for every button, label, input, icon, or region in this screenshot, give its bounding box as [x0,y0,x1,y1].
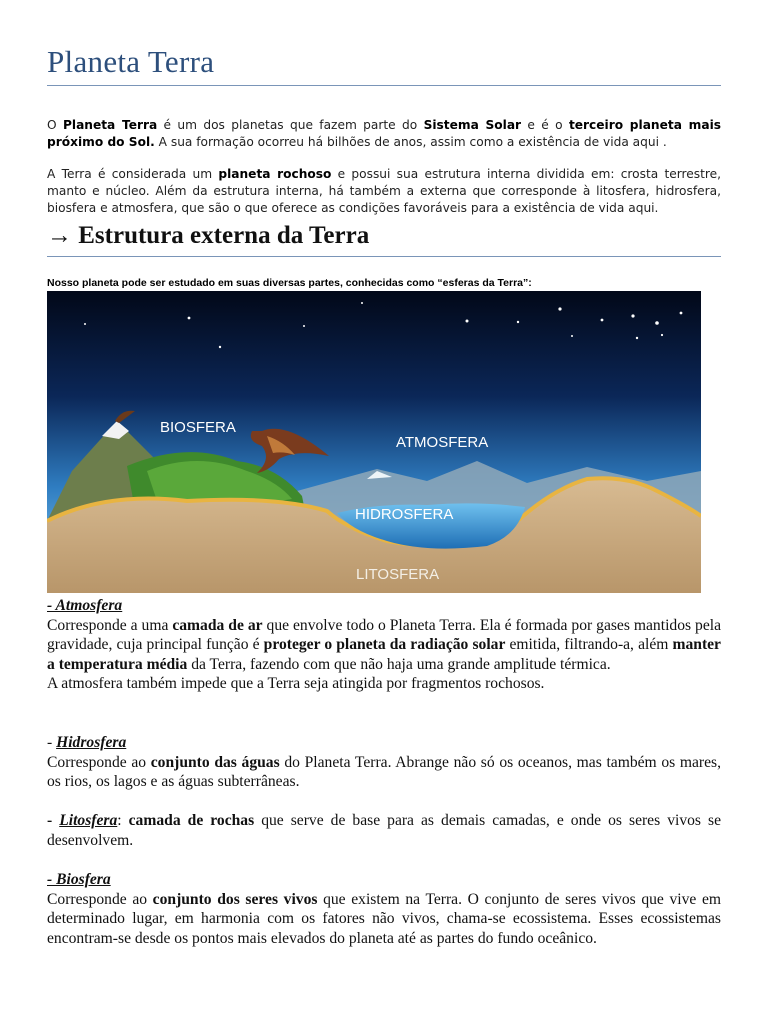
bold-text: conjunto dos seres vivos [152,890,318,908]
text-run: do Planeta Terra. Abrange não só os oceanos, mas também os mares, os rios, os lagos e as águas subterrâneas. [47,753,722,791]
text-run: A sua formação ocorreu há bilhões de anos, assim como a existência de vida aqui . [154,135,667,150]
label-litosfera: LITOSFERA [356,566,440,583]
bold-text: manter a temperatura média [47,636,721,673]
text-run: e é o [521,118,569,133]
bold-text: proteger o planeta da radiação solar [263,636,506,654]
section-atmosfera [47,596,721,694]
biosfera-text [47,890,721,949]
figure-caption: Nosso planeta pode ser estudado em suas diversas partes, conhecidas como “esferas da Terra”: [47,277,532,289]
atmosfera-text-1 [47,616,721,675]
intro-paragraph-1 [47,117,721,151]
bold-text: camada de ar [172,616,263,634]
heading-atmosfera: - Atmosfera [47,597,123,614]
text-run: e possui sua estrutura interna dividida em: crosta terrestre, manto e núcleo. Além da estrutura interna, há também a externa que corresponde à litosfera, hidrosfera, biosfera e atmosfera, que são o que oferece as condições favoráveis para a existência de vida aqui. [47,167,721,216]
title-divider [47,85,721,86]
bold-text: conjunto das águas [150,753,280,771]
litosfera-colon: : [117,812,129,829]
section-hidrosfera [47,733,721,792]
label-biosfera: BIOSFERA [160,419,236,436]
bold-text: Sistema Solar [423,118,522,133]
hidrosfera-text [47,753,721,792]
litosfera-text [47,812,721,849]
earth-spheres-illustration [47,291,701,593]
section-biosfera [47,870,721,948]
section-litosfera [47,811,721,850]
bold-text: planeta rochoso [218,167,332,182]
heading-litosfera: Litosfera [59,812,118,829]
text-run: emitida, filtrando-a, além [505,636,673,654]
text-run: A atmosfera também impede que a Terra seja atingida por fragmentos rochosos. [47,675,545,693]
heading-biosfera: - Biosfera [47,871,111,888]
text-run: é um dos planetas que fazem parte do [157,118,424,133]
bold-text: camada de rochas [128,812,255,829]
hidrosfera-prefix: - [47,734,57,751]
text-run: Corresponde a uma [47,616,173,634]
intro-paragraph-2 [47,166,721,217]
section-heading: → Estrutura externa da Terra [47,222,370,249]
text-run: Corresponde ao [47,753,151,771]
text-run: O [47,118,63,133]
label-atmosfera: ATMOSFERA [396,434,489,451]
atmosfera-text-2 [47,674,721,694]
bold-text: Planeta Terra [62,118,158,133]
text-run: que envolve todo o Planeta Terra. Ela é formada por gases mantidos pela gravidade, cuja principal função é [47,616,721,654]
text-run: que existem na Terra. O conjunto de seres vivos que vive em determinado lugar, em harmonia com os fatores não vivos, chama-se ecossistema. Esses ecossistemas encontram-se desde os pontos mais elevados do planeta até as partes do fundo oceânico. [47,890,722,947]
page-title: Planeta Terra [47,44,215,79]
litosfera-prefix: - [47,812,60,829]
text-run: Corresponde ao [47,890,153,908]
text-run: A Terra é considerada um [47,167,219,182]
label-hidrosfera: HIDROSFERA [355,506,454,523]
text-run: que serve de base para as demais camadas, e onde os seres vivos se desenvolvem. [47,812,722,849]
bold-text: terceiro planeta mais próximo do Sol. [47,118,722,150]
text-run: da Terra, fazendo com que não haja uma grande amplitude térmica. [187,655,611,673]
heading-hidrosfera: Hidrosfera [56,734,127,751]
section-divider [47,256,721,257]
